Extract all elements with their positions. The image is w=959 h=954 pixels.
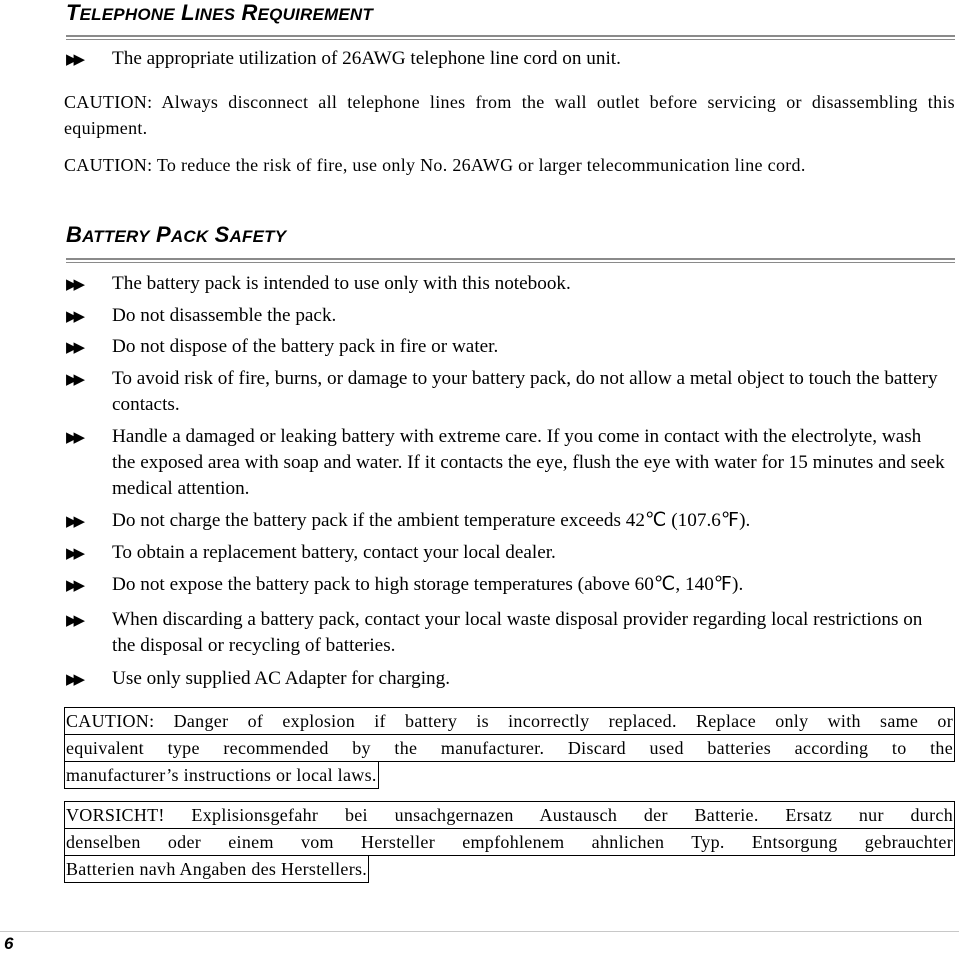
battery-caution-box <box>64 707 955 789</box>
page-number: 6 <box>4 934 14 953</box>
section-divider <box>66 258 955 263</box>
double-chevron-right-icon: ▶▶ <box>66 428 82 446</box>
telephone-heading: TELEPHONE LINES REQUIREMENT <box>66 0 373 25</box>
list-item: ▶▶ Handle a damaged or leaking battery with extreme care. If you come in contact with the electrolyte, wash the exposed area with soap and water. If it contacts the eye, flush the eye with water for 15 minutes and seek medical attention. <box>66 426 945 499</box>
list-item: ▶▶ Do not disassemble the pack. <box>66 303 946 329</box>
double-chevron-right-icon: ▶▶ <box>66 544 82 562</box>
list-item: ▶▶ Use only supplied AC Adapter for charging. <box>66 666 946 692</box>
caution-line: manufacturer’s instructions or local laws. <box>64 762 379 789</box>
double-chevron-right-icon: ▶▶ <box>66 370 82 388</box>
caution-fire: CAUTION: To reduce the risk of fire, use only No. 26AWG or larger telecommunication line cord. <box>64 155 806 175</box>
caution-line: CAUTION: Danger of explosion if battery is incorrectly replaced. Replace only with same or <box>64 707 955 734</box>
double-chevron-right-icon: ▶▶ <box>66 670 82 688</box>
list-item: ▶▶ To avoid risk of fire, burns, or damage to your battery pack, do not allow a metal object to touch the battery contacts. <box>66 368 938 415</box>
list-item: ▶▶ When discarding a battery pack, contact your local waste disposal provider regarding local restrictions on the disposal or recycling of batteries. <box>66 609 923 656</box>
battery-heading: BATTERY PACK SAFETY <box>66 222 287 247</box>
footer-divider <box>0 931 959 932</box>
section-divider <box>66 35 955 40</box>
list-item: ▶▶ Do not expose the battery pack to high storage temperatures (above 60℃, 140℉). <box>66 572 946 598</box>
double-chevron-right-icon: ▶▶ <box>66 338 82 356</box>
double-chevron-right-icon: ▶▶ <box>66 576 82 594</box>
vorsicht-line: VORSICHT! Explisionsgefahr bei unsachgernazen Austausch der Batterie. Ersatz nur durch <box>64 801 955 828</box>
list-item: ▶▶ To obtain a replacement battery, contact your local dealer. <box>66 540 946 566</box>
list-item: ▶▶ Do not charge the battery pack if the ambient temperature exceeds 42℃ (107.6℉). <box>66 508 946 534</box>
double-chevron-right-icon: ▶▶ <box>66 50 82 68</box>
list-item: ▶▶ The appropriate utilization of 26AWG telephone line cord on unit. <box>66 46 946 72</box>
double-chevron-right-icon: ▶▶ <box>66 275 82 293</box>
battery-vorsicht-box <box>64 801 955 883</box>
vorsicht-line: denselben oder einem vom Hersteller empfohlenem ahnlichen Typ. Entsorgung gebrauchter <box>64 828 955 856</box>
double-chevron-right-icon: ▶▶ <box>66 307 82 325</box>
list-item: ▶▶ The battery pack is intended to use only with this notebook. <box>66 271 946 297</box>
caution-disconnect: CAUTION: Always disconnect all telephone lines from the wall outlet before servicing or disassembling this equipment. <box>64 92 955 138</box>
vorsicht-line: Batterien navh Angaben des Herstellers. <box>64 856 369 883</box>
list-item: ▶▶ Do not dispose of the battery pack in fire or water. <box>66 334 946 360</box>
caution-line: equivalent type recommended by the manufacturer. Discard used batteries according to the <box>64 734 955 762</box>
double-chevron-right-icon: ▶▶ <box>66 611 82 629</box>
double-chevron-right-icon: ▶▶ <box>66 512 82 530</box>
